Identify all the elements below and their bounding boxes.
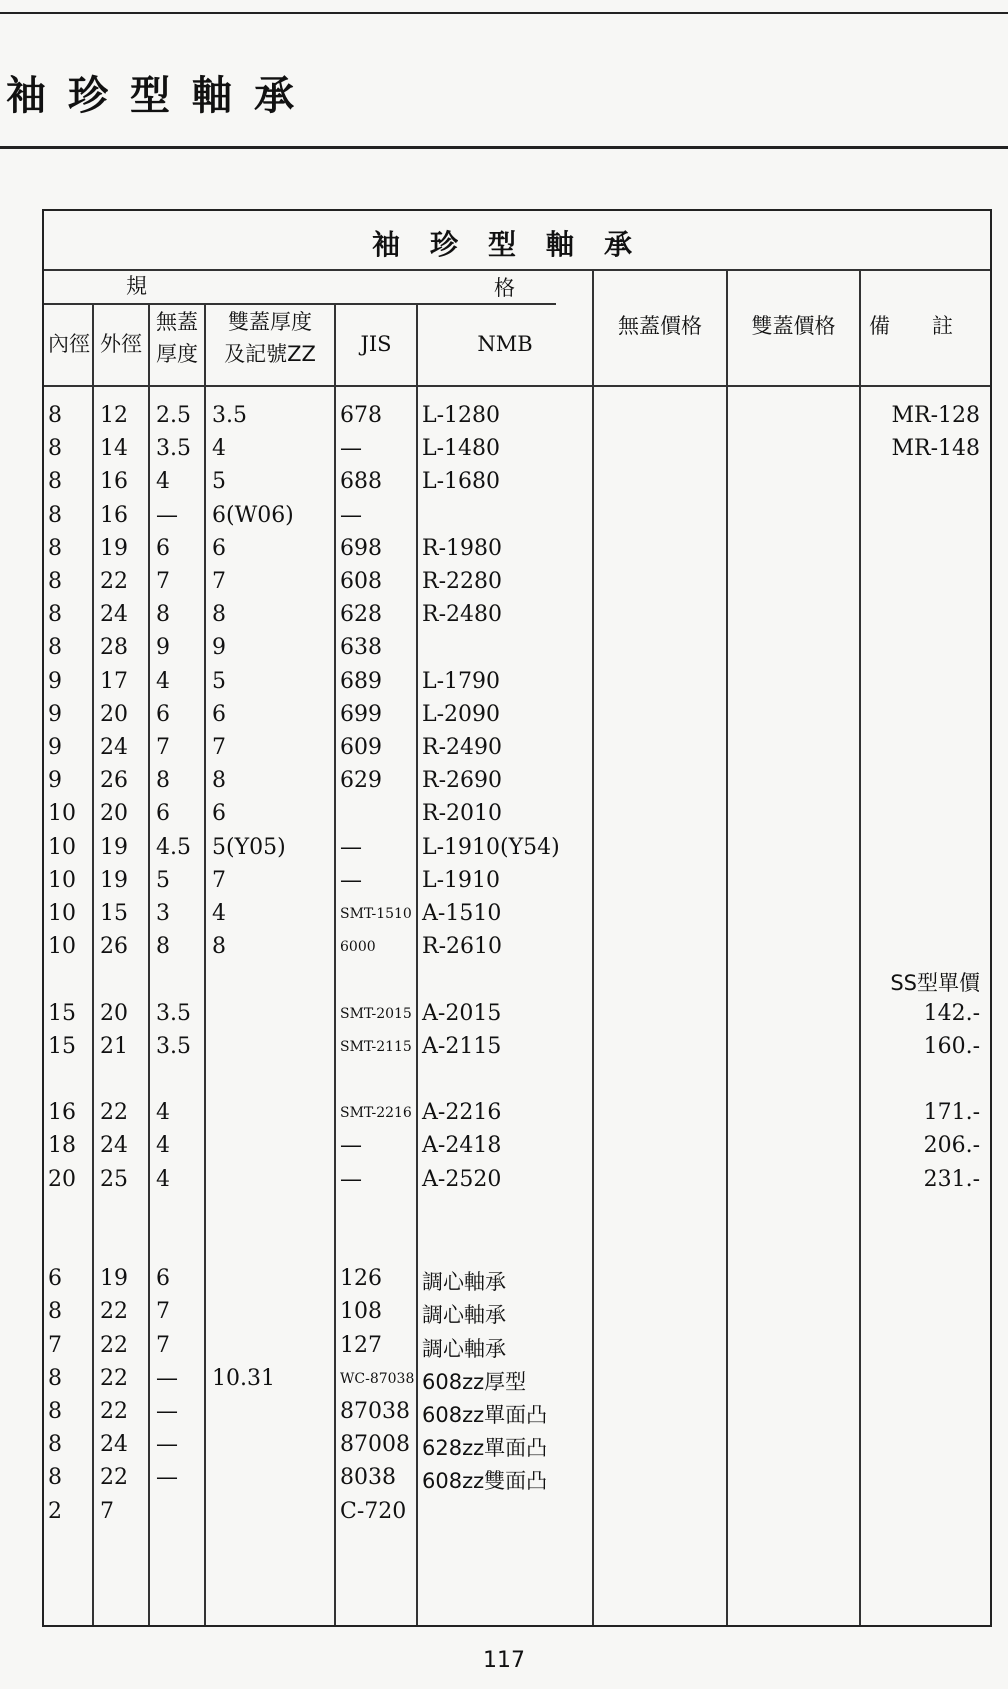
cell-outer-dia: 20: [100, 801, 128, 827]
cell-inner-dia: 9: [48, 768, 62, 794]
cell-outer-dia: 19: [100, 834, 128, 860]
cell-inner-dia: 16: [48, 1100, 76, 1126]
cell-inner-dia: 10: [48, 801, 76, 827]
cell-nmb: L-1480: [422, 436, 501, 462]
cell-jis: 87038: [340, 1399, 410, 1424]
cell-open-thickness: 3.5: [156, 1033, 191, 1059]
cell-jis: 689: [340, 668, 382, 694]
cell-zz-thickness: 4: [212, 436, 226, 462]
header-nmb: NMB: [477, 332, 533, 356]
header-zz-price: 雙蓋價格: [751, 314, 836, 338]
cell-jis: 638: [340, 635, 382, 661]
cell-jis: SMT-2015: [340, 1005, 412, 1022]
cell-inner-dia: 15: [48, 1000, 76, 1026]
cell-nmb: 608zz單面凸: [422, 1403, 548, 1427]
cell-inner-dia: 8: [48, 1365, 62, 1391]
cell-inner-dia: 8: [48, 1432, 62, 1458]
cell-open-thickness: 3.5: [156, 436, 191, 462]
cell-outer-dia: 19: [100, 867, 128, 893]
group-header-right: 格: [494, 276, 515, 300]
cell-nmb: 調心軸承: [422, 1303, 506, 1328]
cell-open-thickness: 6: [156, 535, 170, 561]
cell-outer-dia: 16: [100, 502, 128, 528]
cell-zz-thickness: 7: [212, 569, 226, 594]
cell-zz-thickness: 4: [212, 901, 226, 926]
cell-open-thickness: 4: [156, 469, 170, 495]
cell-remark: 206.-: [923, 1133, 980, 1159]
cell-remark: 171.-: [923, 1100, 980, 1126]
cell-outer-dia: 25: [100, 1166, 128, 1192]
cell-jis: 678: [340, 403, 382, 428]
cell-jis: 628: [340, 602, 382, 628]
cell-zz-thickness: 6: [212, 535, 226, 561]
cell-inner-dia: 8: [48, 602, 62, 628]
cell-jis: —: [340, 436, 362, 462]
cell-inner-dia: 8: [48, 1465, 62, 1491]
col-divider-7: [726, 269, 728, 1625]
cell-inner-dia: 8: [48, 469, 62, 495]
header-divider: [44, 385, 990, 387]
cell-zz-thickness: 5: [212, 668, 226, 694]
cell-inner-dia: 9: [48, 735, 62, 760]
cell-inner-dia: 18: [48, 1133, 76, 1159]
cell-nmb: 調心軸承: [422, 1336, 506, 1361]
cell-open-thickness: 5: [156, 867, 170, 893]
col-divider-2: [148, 303, 150, 1625]
cell-outer-dia: 24: [100, 1133, 128, 1159]
cell-outer-dia: 22: [100, 569, 128, 594]
cell-jis: 87008: [340, 1432, 410, 1458]
col-divider-5: [416, 303, 418, 1625]
header-inner-dia: 內徑: [48, 332, 90, 356]
cell-open-thickness: —: [156, 502, 178, 528]
cell-open-thickness: 4.5: [156, 834, 191, 860]
cell-inner-dia: 10: [48, 867, 76, 893]
cell-zz-thickness: 8: [212, 934, 226, 960]
cell-jis: SMT-1510: [340, 906, 412, 922]
cell-zz-thickness: 8: [212, 602, 226, 628]
cell-open-thickness: 7: [156, 735, 170, 760]
cell-outer-dia: 28: [100, 635, 128, 661]
cell-open-thickness: 6: [156, 701, 170, 727]
cell-open-thickness: 4: [156, 1133, 170, 1159]
cell-jis: —: [340, 502, 362, 528]
header-open-thickness-2: 厚度: [156, 342, 198, 366]
cell-inner-dia: 8: [48, 403, 62, 428]
cell-open-thickness: 4: [156, 1166, 170, 1192]
cell-zz-thickness: 8: [212, 768, 226, 794]
cell-remark: MR-148: [891, 436, 980, 462]
cell-outer-dia: 22: [100, 1100, 128, 1126]
cell-outer-dia: 20: [100, 701, 128, 727]
col-divider-4: [334, 303, 336, 1625]
cell-nmb: L-1910(Y54): [422, 834, 560, 860]
cell-jis: 698: [340, 535, 382, 561]
cell-jis: WC-87038: [340, 1370, 415, 1387]
cell-outer-dia: 15: [100, 901, 128, 926]
cell-outer-dia: 26: [100, 768, 128, 794]
cell-jis: 108: [340, 1299, 382, 1325]
col-divider-6: [592, 269, 594, 1625]
title-divider: [44, 269, 990, 271]
cell-outer-dia: 22: [100, 1465, 128, 1491]
group-header-left: 規: [126, 274, 147, 298]
cell-jis: SMT-2216: [340, 1105, 412, 1122]
cell-inner-dia: 8: [48, 502, 62, 528]
cell-nmb: R-2690: [422, 768, 502, 794]
cell-zz-thickness: 9: [212, 635, 226, 661]
cell-open-thickness: 3: [156, 901, 170, 926]
cell-inner-dia: 8: [48, 1299, 62, 1325]
cell-jis: 127: [340, 1332, 382, 1358]
cell-inner-dia: 6: [48, 1266, 62, 1292]
cell-open-thickness: 6: [156, 1266, 170, 1292]
cell-outer-dia: 22: [100, 1399, 128, 1424]
cell-inner-dia: 7: [48, 1332, 62, 1358]
cell-inner-dia: 9: [48, 668, 62, 694]
cell-nmb: R-1980: [422, 535, 502, 561]
cell-jis: 699: [340, 701, 382, 727]
bearing-table: [42, 209, 992, 1627]
cell-outer-dia: 21: [100, 1033, 128, 1059]
cell-remark: MR-128: [891, 403, 980, 428]
cell-nmb: A-2015: [422, 1000, 502, 1026]
cell-open-thickness: 2.5: [156, 403, 191, 428]
cell-outer-dia: 24: [100, 602, 128, 628]
cell-open-thickness: 4: [156, 1100, 170, 1126]
cell-remark: 160.-: [923, 1033, 980, 1059]
cell-jis: 688: [340, 469, 382, 495]
header-zz-thickness-2: 及記號ZZ: [224, 342, 316, 366]
cell-open-thickness: 3.5: [156, 1000, 191, 1026]
table-title: 袖珍型軸承: [371, 228, 662, 261]
cell-jis: C-720: [340, 1498, 407, 1524]
cell-remark: 231.-: [923, 1166, 980, 1192]
cell-jis: 629: [340, 768, 382, 794]
cell-inner-dia: 8: [48, 436, 62, 462]
cell-nmb: L-2090: [422, 701, 501, 727]
header-outer-dia: 外徑: [100, 332, 142, 356]
cell-nmb: A-1510: [422, 901, 502, 926]
cell-outer-dia: 22: [100, 1332, 128, 1358]
cell-outer-dia: 22: [100, 1365, 128, 1391]
top-rule: [0, 12, 1008, 14]
cell-nmb: A-2418: [422, 1133, 502, 1159]
cell-outer-dia: 16: [100, 469, 128, 495]
cell-open-thickness: —: [156, 1399, 178, 1424]
cell-jis: —: [340, 1133, 362, 1159]
cell-outer-dia: 26: [100, 934, 128, 960]
header-open-price: 無蓋價格: [618, 314, 702, 338]
cell-open-thickness: 9: [156, 635, 170, 661]
cell-outer-dia: 19: [100, 1266, 128, 1292]
cell-outer-dia: 19: [100, 535, 128, 561]
cell-open-thickness: 8: [156, 934, 170, 960]
cell-open-thickness: 7: [156, 1299, 170, 1325]
cell-jis: 609: [340, 735, 382, 760]
cell-open-thickness: —: [156, 1465, 178, 1491]
cell-open-thickness: 7: [156, 1332, 170, 1358]
cell-inner-dia: 8: [48, 569, 62, 594]
cell-nmb: R-2480: [422, 602, 502, 628]
header-remarks: 備 註: [869, 314, 953, 338]
cell-zz-thickness: 6: [212, 801, 226, 827]
cell-inner-dia: 9: [48, 701, 62, 727]
col-divider-1: [92, 303, 94, 1625]
cell-nmb: A-2520: [422, 1166, 502, 1192]
cell-nmb: 608zz厚型: [422, 1369, 527, 1394]
cell-inner-dia: 2: [48, 1498, 62, 1524]
cell-nmb: 628zz單面凸: [422, 1436, 548, 1461]
cell-nmb: R-2010: [422, 801, 502, 827]
cell-open-thickness: 8: [156, 602, 170, 628]
cell-nmb: L-1910: [422, 867, 501, 893]
cell-nmb: L-1280: [422, 403, 501, 428]
cell-jis: —: [340, 867, 362, 893]
cell-jis: 126: [340, 1266, 382, 1292]
cell-inner-dia: 10: [48, 934, 76, 960]
cell-inner-dia: 8: [48, 1399, 62, 1424]
cell-zz-thickness: 6(W06): [212, 502, 294, 528]
cell-zz-thickness: 6: [212, 701, 226, 727]
header-zz-thickness-1: 雙蓋厚度: [228, 310, 312, 334]
cell-outer-dia: 22: [100, 1299, 128, 1325]
cell-open-thickness: 7: [156, 569, 170, 594]
cell-outer-dia: 17: [100, 668, 128, 694]
cell-nmb: R-2610: [422, 934, 502, 960]
cell-outer-dia: 24: [100, 1432, 128, 1458]
cell-zz-thickness: 10.31: [212, 1365, 275, 1391]
cell-jis: 6000: [340, 939, 376, 956]
cell-jis: 608: [340, 569, 382, 594]
cell-zz-thickness: 5: [212, 469, 226, 495]
cell-nmb: A-2115: [422, 1033, 502, 1059]
section-rule: [0, 146, 1008, 149]
cell-remark: SS型單價: [890, 971, 980, 996]
cell-nmb: 608zz雙面凸: [422, 1469, 548, 1494]
cell-inner-dia: 20: [48, 1166, 76, 1192]
cell-nmb: R-2280: [422, 569, 502, 594]
cell-remark: 142.-: [923, 1000, 980, 1026]
section-title: 袖珍型軸承: [6, 73, 316, 119]
cell-nmb: A-2216: [422, 1100, 502, 1126]
cell-outer-dia: 20: [100, 1000, 128, 1026]
cell-nmb: L-1680: [422, 469, 501, 495]
cell-outer-dia: 14: [100, 436, 128, 462]
group-header-divider: [44, 303, 556, 305]
cell-open-thickness: 8: [156, 768, 170, 794]
cell-zz-thickness: 5(Y05): [212, 834, 286, 860]
cell-nmb: 調心軸承: [422, 1270, 506, 1295]
cell-zz-thickness: 3.5: [212, 403, 247, 428]
col-divider-3: [204, 303, 206, 1625]
header-open-thickness-1: 無蓋: [156, 310, 198, 334]
cell-zz-thickness: 7: [212, 735, 226, 760]
cell-open-thickness: —: [156, 1365, 178, 1391]
cell-outer-dia: 24: [100, 735, 128, 760]
cell-inner-dia: 10: [48, 834, 76, 860]
cell-outer-dia: 7: [100, 1498, 114, 1524]
cell-jis: 8038: [340, 1465, 396, 1491]
cell-outer-dia: 12: [100, 403, 128, 428]
cell-open-thickness: 4: [156, 668, 170, 694]
cell-nmb: R-2490: [422, 735, 502, 760]
cell-nmb: L-1790: [422, 668, 501, 694]
cell-inner-dia: 10: [48, 901, 76, 926]
cell-open-thickness: —: [156, 1432, 178, 1458]
cell-zz-thickness: 7: [212, 867, 226, 893]
cell-inner-dia: 8: [48, 635, 62, 661]
cell-jis: —: [340, 1166, 362, 1192]
cell-jis: —: [340, 834, 362, 860]
header-jis: JIS: [360, 332, 392, 356]
cell-inner-dia: 8: [48, 535, 62, 561]
col-divider-8: [859, 269, 861, 1625]
cell-jis: SMT-2115: [340, 1038, 412, 1055]
page-number: 117: [483, 1648, 525, 1673]
cell-inner-dia: 15: [48, 1033, 76, 1059]
cell-open-thickness: 6: [156, 801, 170, 827]
